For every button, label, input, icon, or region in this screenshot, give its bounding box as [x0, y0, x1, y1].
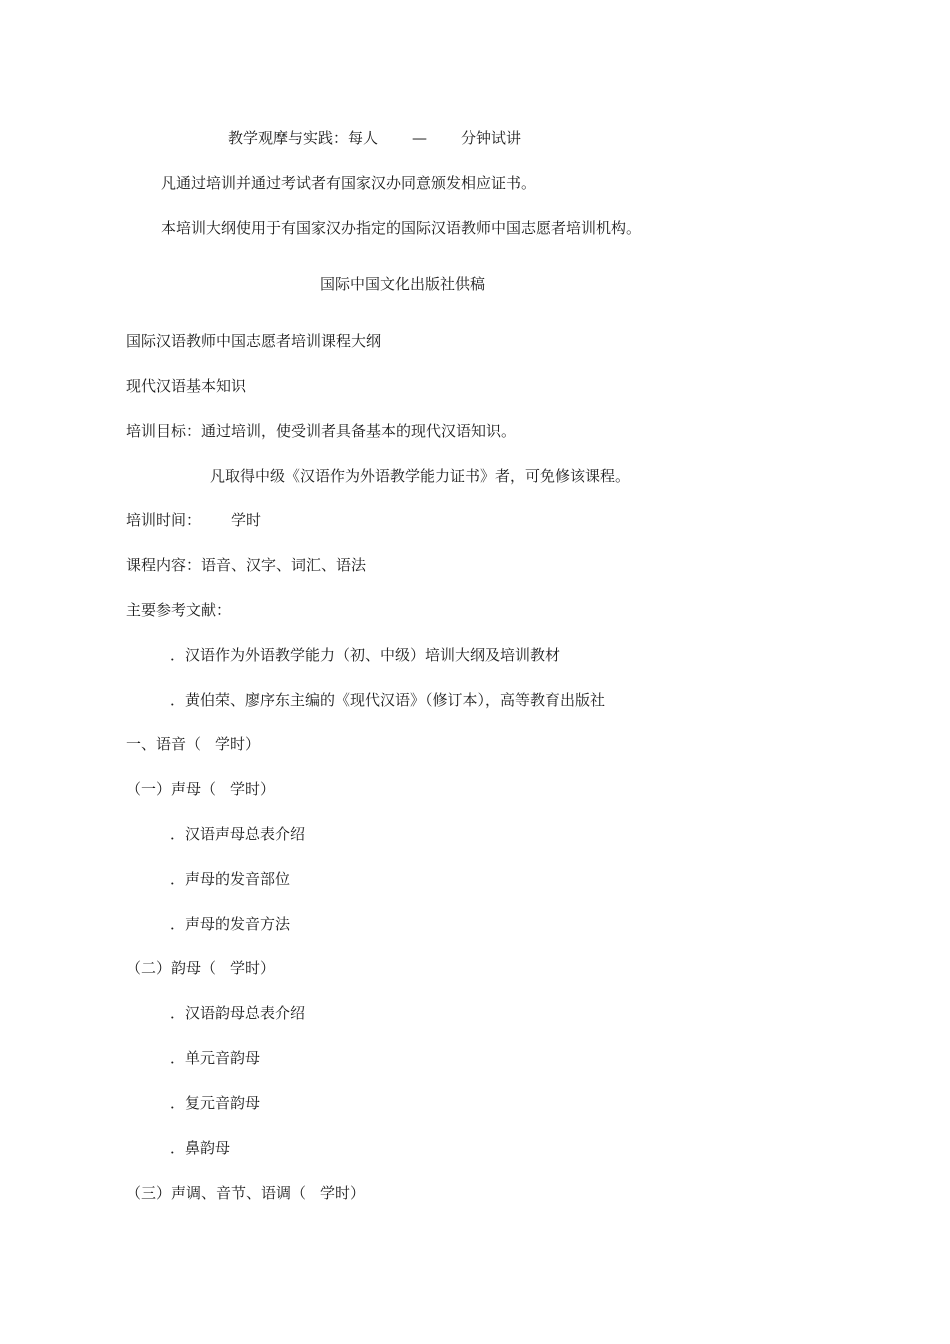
subsection-finals-label: （二）韵母（: [126, 959, 217, 977]
reference-item-1: ．汉语作为外语教学能力（初、中级）培训大纲及培训教材: [170, 646, 561, 664]
section-phonetics-hours: 学时）: [215, 735, 261, 753]
reference-item-2: ．黄伯荣、廖序东主编的《现代汉语》（修订本），高等教育出版社: [170, 691, 606, 709]
subsection-initials-label: （一）声母（: [126, 780, 217, 798]
list-item: ．汉语声母总表介绍: [170, 825, 306, 843]
publisher-line: 国际中国文化出版社供稿: [320, 275, 486, 293]
subsection-tones: [126, 1183, 365, 1203]
course-name: 现代汉语基本知识: [126, 377, 247, 395]
subsection-initials-hours: 学时）: [230, 780, 276, 798]
section-phonetics-label: 一、语音（: [126, 735, 202, 753]
list-item: ．声母的发音部位: [170, 870, 291, 888]
practice-minutes: 分钟试讲: [461, 129, 522, 147]
training-goal: 培训目标：通过培训，使受训者具备基本的现代汉语知识。: [126, 422, 517, 440]
list-item: ．汉语韵母总表介绍: [170, 1004, 306, 1022]
list-item: ．鼻韵母: [170, 1139, 231, 1157]
scope-line: 本培训大纲使用于有国家汉办指定的国际汉语教师中国志愿者培训机构。: [161, 219, 642, 237]
practice-dash: —: [412, 129, 428, 147]
hours-unit: 学时: [231, 511, 262, 529]
list-item: ．单元音韵母: [170, 1049, 261, 1067]
subsection-tones-hours: 学时）: [320, 1184, 366, 1202]
subsection-initials: [126, 779, 275, 799]
subsection-finals: [126, 958, 275, 978]
practice-line: [228, 128, 521, 148]
subsection-tones-label: （三）声调、音节、语调（: [126, 1184, 307, 1202]
hours-label: 培训时间：: [126, 511, 202, 529]
training-hours: [126, 510, 261, 530]
subsection-finals-hours: 学时）: [230, 959, 276, 977]
outline-title: 国际汉语教师中国志愿者培训课程大纲: [126, 332, 382, 350]
list-item: ．复元音韵母: [170, 1094, 261, 1112]
certificate-line: 凡通过培训并通过考试者有国家汉办同意颁发相应证书。: [161, 174, 537, 192]
exemption-line: 凡取得中级《汉语作为外语教学能力证书》者，可免修该课程。: [210, 467, 631, 485]
section-phonetics: [126, 734, 260, 754]
list-item: ．声母的发音方法: [170, 915, 291, 933]
references-title: 主要参考文献：: [126, 601, 232, 619]
course-content: 课程内容：语音、汉字、词汇、语法: [126, 556, 367, 574]
practice-text: 教学观摩与实践：每人: [228, 129, 379, 147]
